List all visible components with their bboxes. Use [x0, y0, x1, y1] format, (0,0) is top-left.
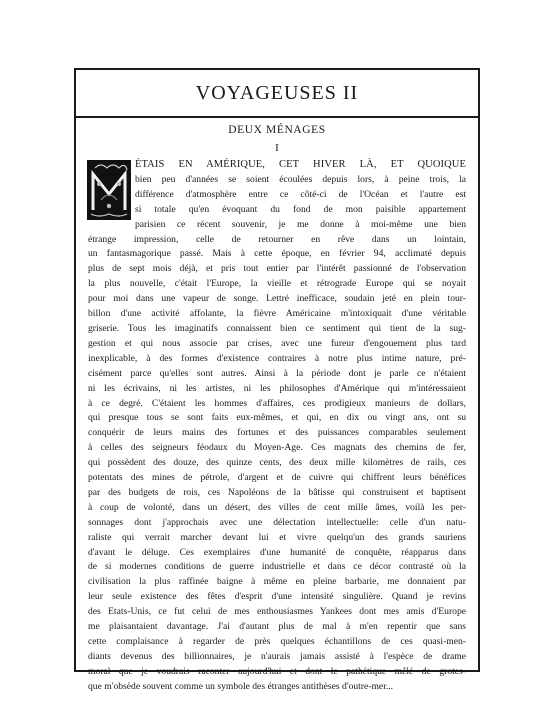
text-line: me plaisantaient davantage. J'ai d'autant plus de mal à m'en repentir que sans [88, 621, 466, 633]
text-line: inexplicable, à des formes d'existence contraires à notre plus intime nature, pré- [88, 352, 466, 364]
page-title: VOYAGEUSES II [195, 81, 359, 104]
text-line: billon d'une activité affolante, la fièvre Américaine m'intoxiquait d'une véritable [88, 308, 466, 320]
text-line: raliste qui verrait marcher devant lui et vivre quelqu'un des grands sauriens [88, 531, 466, 543]
text-line: étrange impression, celle de retourner en rêve dans un lointain, [88, 233, 466, 245]
body-text [88, 158, 466, 695]
page-frame [74, 68, 480, 692]
text-line: sonnages dont j'approchais avec une délectation intellectuelle: celle d'un natu- [88, 516, 466, 528]
text-line: la plus nouvelle, c'était l'Europe, la vieille et rétrograde Europe qui se noyait [88, 278, 466, 290]
text-line: que m'obsède souvent comme un symbole des étranges antithèses d'outre-mer... [88, 680, 394, 692]
text-line: plus de sept mois déjà, et pris tout entier par l'intérêt passionné de l'observation [88, 263, 466, 275]
dropcap-ornament [87, 160, 131, 220]
section-title: DEUX MÉNAGES [228, 124, 326, 136]
text-line: moral que je voudrais raconter aujourd'hui et dont le pathétique mêlé de grotes- [88, 665, 466, 677]
text-line: si totale qu'en évoquant du fond de mon paisible appartement [135, 203, 466, 215]
text-line: à celles des seigneurs féodaux du Moyen-Age. Ces magnats des chemins de fer, [88, 442, 466, 454]
text-line: conquérir de leurs mains des fortunes et des puissances comparables seulement [88, 427, 466, 439]
text-line: différence d'atmosphère entre ce côté-ci de l'Océan et l'autre est [135, 188, 466, 200]
text-line: ÉTAIS EN AMÉRIQUE, CET HIVER LÀ, ET QUOIQUE [135, 159, 466, 170]
text-line: un fantasmagorique passé. Mais à cette époque, en février 94, acclimaté depuis [88, 248, 466, 260]
text-line: à coup de volonté, dans un désert, des villes de cent mille âmes, voilà les per- [88, 501, 466, 513]
text-line: cette complaisance à regarder de près quelques échantillons de ces quasi-men- [88, 636, 466, 647]
text-line: à ce degré. C'étaient les hommes d'affaires, ces prodigieux manieurs de dollars, [88, 397, 466, 409]
text-line: parisien ce récent souvenir, je me donne à moi-même une bien [135, 218, 466, 230]
text-line: diants devenus des billionnaires, je n'aurais jamais assisté à l'espèce de drame [88, 650, 466, 662]
text-line: griserie. Tous les imaginatifs connaissent bien ce sentiment qui tient de la sug- [88, 322, 466, 334]
text-line: qui possèdent des douze, des quinze cents, des deux mille kilomètres de rails, ces [88, 457, 466, 469]
title-box [76, 70, 478, 118]
text-line: qui presque tous se sont faits eux-mêmes, et qui, en dix ou vingt ans, ont su [88, 412, 466, 424]
text-line: pour moi dans une vapeur de songe. Lettré inefficace, soudain jeté en plein tour- [88, 293, 466, 305]
text-line: potentats des mines de pétrole, d'argent et de cuivre qui chiffrent leurs bénéfices [88, 472, 466, 484]
text-line: ni les écrivains, ni les artistes, ni les philosophes d'Amérique qui m'intéressaient [88, 382, 466, 394]
text-line: par des budgets de rois, ces Napoléons de la bâtisse qui construisent et baptisent [88, 486, 466, 498]
text-line: d'avant le déluge. Ces exemplaires d'une humanité de conquête, réapparus dans [88, 546, 466, 558]
text-line: des Etats-Unis, ce fut celui de mes enthousiasmes Yankees dont mes amis d'Europe [88, 606, 466, 618]
text-line: bien peu d'années se soient écoulées depuis lors, à peine trois, la [135, 173, 466, 185]
text-line: gestion et qui nous associe par crises, avec une fureur d'engouement plus tard [88, 337, 466, 349]
text-line: leur seule existence des fêtes d'esprit d'une intensité singulière. Quand je revins [88, 591, 466, 603]
text-line: cisément parce qu'elles sont autres. Ainsi à la période dont je parle ce n'étaient [88, 367, 466, 379]
text-line: de si modernes conditions de guerre industrielle et dans ce décor contrasté où la [88, 561, 466, 573]
ornamental-m-icon [87, 160, 131, 220]
text-line: civilisation la plus raffinée baigne à même en pleine barbarie, me donnaient par [88, 576, 466, 588]
chapter-number: I [275, 142, 279, 154]
